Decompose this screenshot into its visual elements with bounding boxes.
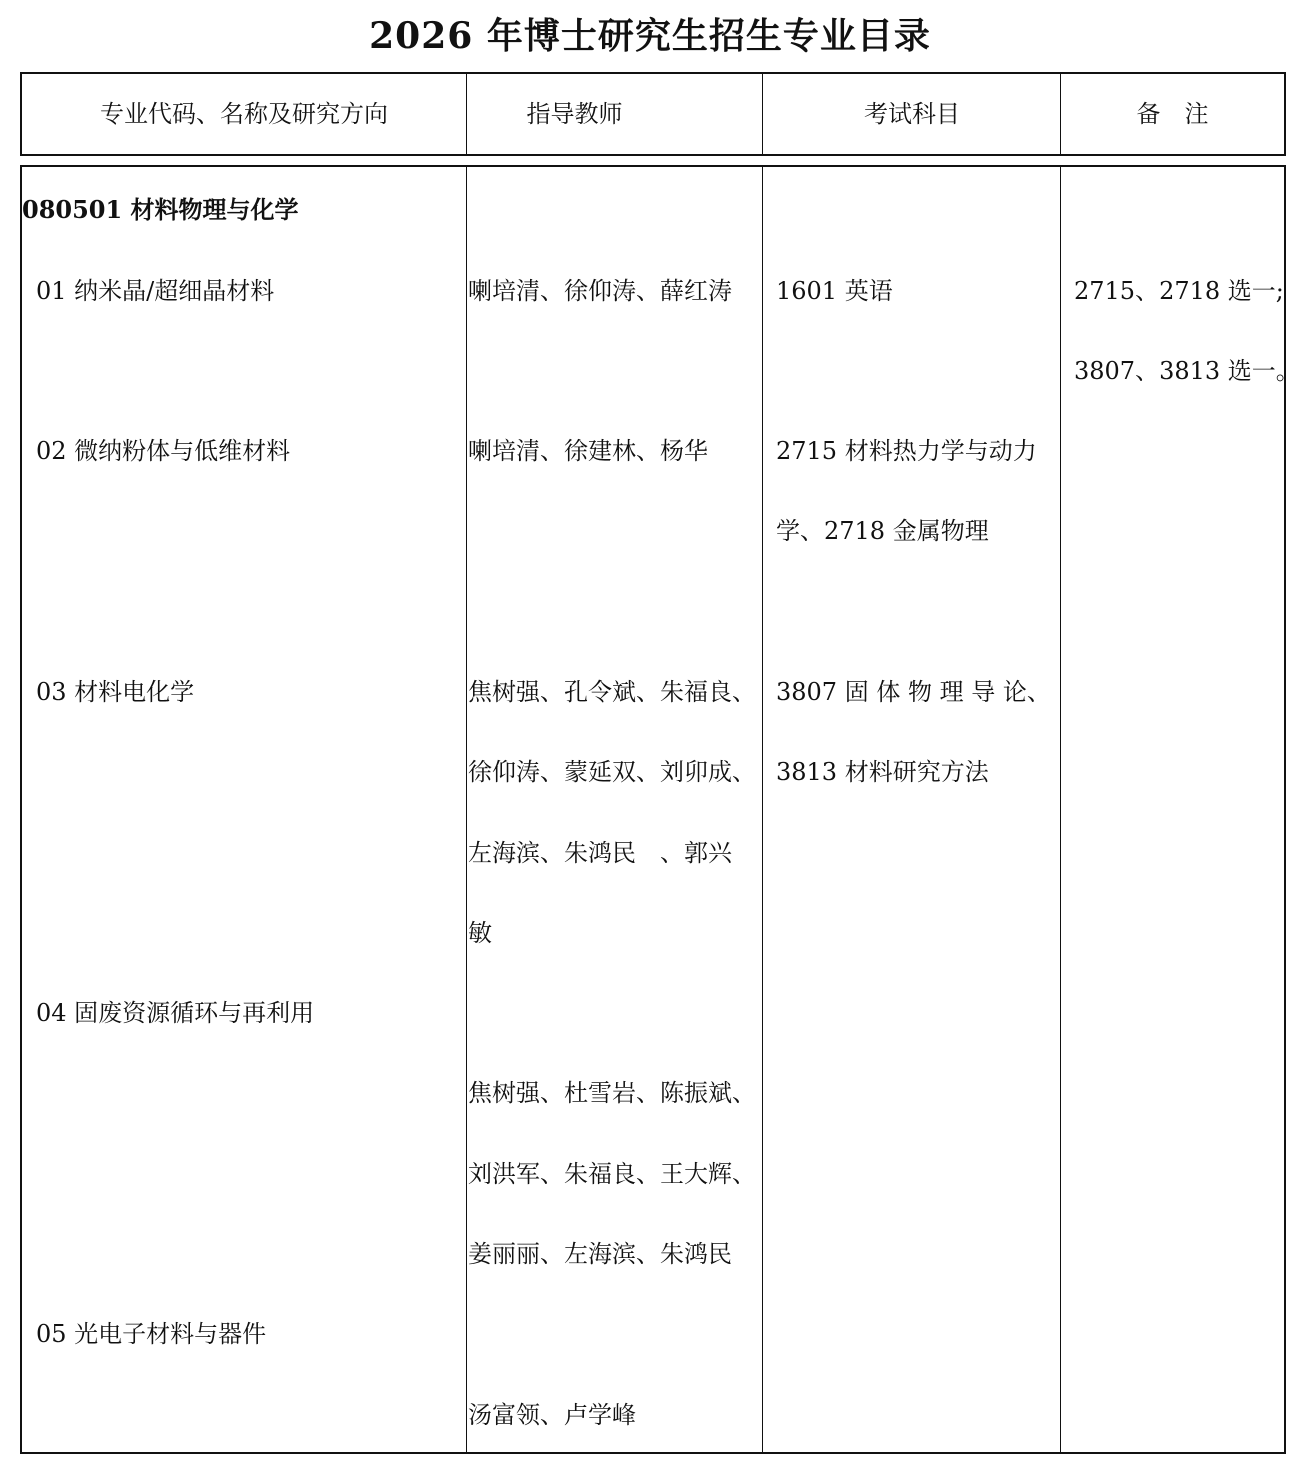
- divider: [466, 167, 467, 1452]
- header-remark: 备 注: [1136, 100, 1209, 128]
- direction-item: 04 固废资源循环与再利用: [36, 999, 315, 1027]
- header-major: 专业代码、名称及研究方向: [100, 100, 388, 128]
- advisor-line: 汤富领、卢学峰: [468, 1401, 636, 1429]
- exam-line: 学、2718 金属物理: [776, 517, 989, 545]
- page-title: 2026 年博士研究生招生专业目录: [369, 15, 931, 57]
- exam-line: 2715 材料热力学与动力: [776, 437, 1037, 465]
- advisor-line: 徐仰涛、蒙延双、刘卯成、: [468, 758, 756, 786]
- exam-line: 3813 材料研究方法: [776, 758, 989, 786]
- advisor-line: 焦树强、杜雪岩、陈振斌、: [468, 1079, 756, 1107]
- advisor-line: 左海滨、朱鸿民 、郭兴: [468, 839, 732, 867]
- advisor-line: 焦树强、孔令斌、朱福良、: [468, 678, 756, 706]
- major-name: 080501 材料物理与化学: [22, 195, 299, 224]
- direction-item: 03 材料电化学: [36, 678, 195, 706]
- remark-line: 3807、3813 选一。: [1074, 357, 1300, 385]
- exam-line: 3807 固 体 物 理 导 论、: [776, 678, 1051, 706]
- table-header: [20, 72, 1286, 156]
- advisor-line: 喇培清、徐仰涛、薛红涛: [468, 277, 732, 305]
- advisor-line: 喇培清、徐建林、杨华: [468, 437, 708, 465]
- exam-line: 1601 英语: [776, 277, 893, 305]
- header-advisor: 指导教师: [526, 100, 623, 128]
- advisor-line: 敏: [468, 919, 492, 947]
- divider: [762, 167, 763, 1452]
- direction-item: 01 纳米晶/超细晶材料: [36, 277, 275, 305]
- remark-line: 2715、2718 选一;: [1074, 277, 1284, 305]
- direction-item: 02 微纳粉体与低维材料: [36, 437, 291, 465]
- divider: [1060, 167, 1061, 1452]
- advisor-line: 姜丽丽、左海滨、朱鸿民: [468, 1240, 732, 1268]
- table-body: [20, 165, 1300, 1454]
- header-exam: 考试科目: [864, 100, 960, 128]
- advisor-line: 刘洪军、朱福良、王大辉、: [468, 1160, 756, 1188]
- direction-item: 05 光电子材料与器件: [36, 1320, 267, 1348]
